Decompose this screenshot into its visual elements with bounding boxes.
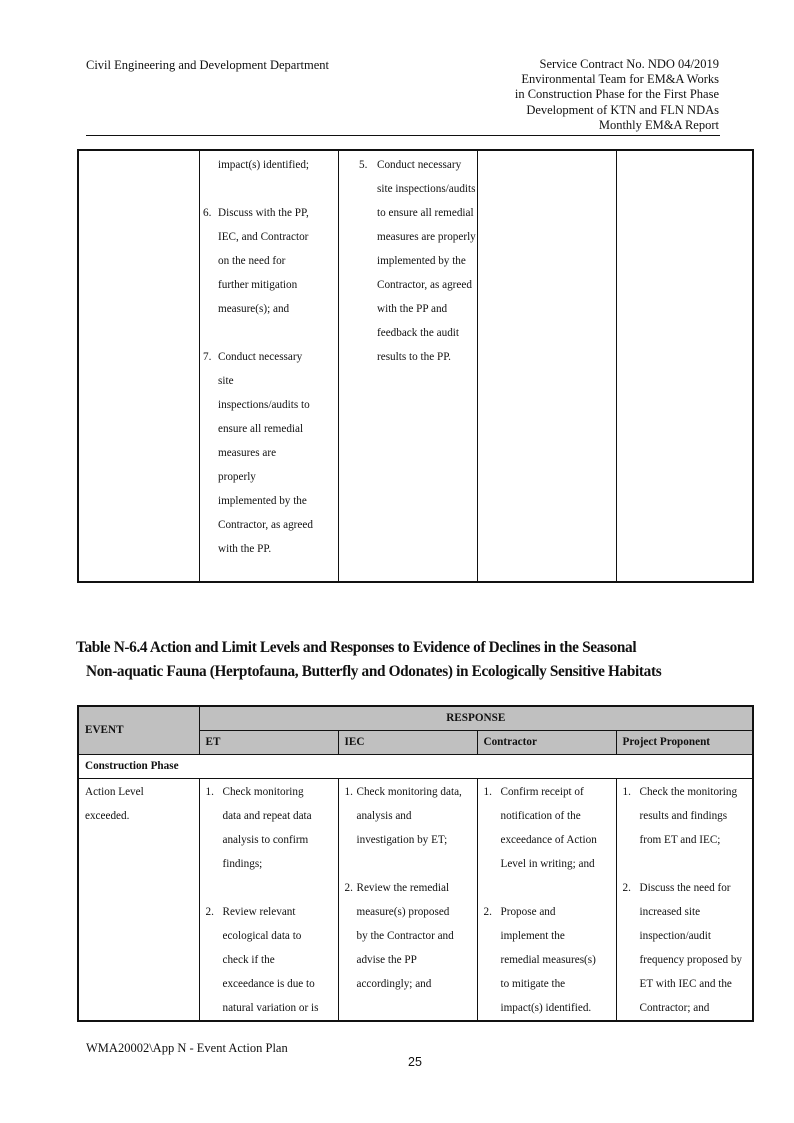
- phase-label: Construction Phase: [78, 754, 753, 778]
- header-divider: [86, 135, 720, 136]
- text-line: impact(s) identified.: [500, 1001, 592, 1014]
- et-cell: [199, 778, 338, 1021]
- list-item: [359, 153, 477, 369]
- item-spacer: [484, 876, 616, 900]
- text-line: to mitigate the: [500, 977, 566, 990]
- text-line: analysis to confirm: [222, 833, 309, 846]
- text-line: ecological data to: [222, 929, 302, 942]
- text-line: with the PP and: [377, 303, 448, 315]
- text-line: Review the remedial: [356, 881, 450, 894]
- list-item-number: 2.: [483, 905, 492, 918]
- list-item: [203, 201, 338, 321]
- list-item-text: [218, 153, 309, 177]
- header-response: RESPONSE: [199, 706, 753, 730]
- item-spacer: [623, 852, 753, 876]
- continuation-contractor-cell: [478, 151, 617, 581]
- text-line: implemented by the: [218, 495, 307, 507]
- list-item-text: [377, 153, 476, 369]
- list-item: [484, 780, 616, 876]
- list-item: [345, 876, 477, 996]
- event-cell: [78, 778, 199, 1021]
- table-title-line2: Non-aquatic Fauna (Herptofauna, Butterfly and Odonates) in Ecologically Sensitive Habitats: [86, 663, 662, 680]
- list-item-number: 1.: [622, 785, 631, 798]
- text-line: inspection/audit: [639, 929, 711, 942]
- text-line: Discuss the need for: [639, 881, 731, 894]
- list-item: [203, 345, 338, 561]
- item-spacer: [203, 177, 338, 201]
- text-line: Check monitoring: [222, 785, 304, 798]
- text-line: check if the: [222, 953, 275, 966]
- continuation-et-cell: [200, 151, 339, 581]
- text-line: exceedance is due to: [222, 977, 315, 990]
- text-line: measures are: [218, 447, 277, 459]
- text-line: analysis and: [356, 809, 412, 822]
- header-contract-info: [515, 57, 719, 133]
- list-item-text: [223, 900, 319, 1020]
- text-line: implement the: [500, 929, 565, 942]
- header-line: Monthly EM&A Report: [598, 117, 719, 132]
- list-item-number: 2.: [344, 881, 353, 894]
- text-line: Conduct necessary: [218, 351, 303, 363]
- list-item-number: 2.: [622, 881, 631, 894]
- item-spacer: [206, 876, 338, 900]
- header-line: Development of KTN and FLN NDAs: [526, 102, 719, 117]
- text-line: natural variation or is: [222, 1001, 319, 1014]
- list-item: [623, 780, 753, 852]
- text-line: measure(s) proposed: [356, 905, 450, 918]
- text-line: feedback the audit: [377, 327, 459, 339]
- list-item-text: [218, 345, 313, 561]
- text-line: accordingly; and: [356, 977, 432, 990]
- event-action-table: [77, 705, 754, 1022]
- event-text: exceeded.: [85, 809, 130, 822]
- list-item-number: 5.: [359, 159, 368, 171]
- text-line: data and repeat data: [222, 809, 312, 822]
- text-line: Contractor; and: [639, 1001, 710, 1014]
- table-title: [76, 636, 776, 684]
- list-item-text: [357, 780, 462, 852]
- list-item-text: [640, 876, 743, 1020]
- text-line: implemented by the: [377, 255, 466, 267]
- contractor-cell: [477, 778, 616, 1021]
- text-line: from ET and IEC;: [639, 833, 721, 846]
- text-line: IEC, and Contractor: [218, 231, 309, 243]
- text-line: Review relevant: [222, 905, 296, 918]
- list-item: [484, 900, 616, 1020]
- table-title-line1: Table N-6.4 Action and Limit Levels and Responses to Evidence of Declines in the Seasonal: [76, 639, 637, 656]
- list-item: [345, 780, 477, 852]
- list-item: [206, 900, 338, 1020]
- continuation-iec-cell: [339, 151, 478, 581]
- list-item-text: [218, 201, 309, 321]
- text-line: inspections/audits to: [218, 399, 310, 411]
- list-item: [623, 876, 753, 1020]
- page-number: 25: [408, 1055, 422, 1069]
- header-line: in Construction Phase for the First Phase: [514, 87, 719, 102]
- header-department: Civil Engineering and Development Department: [86, 58, 329, 72]
- text-line: site: [218, 375, 234, 387]
- phase-row: [78, 754, 753, 778]
- header-row: [78, 706, 753, 730]
- text-line: frequency proposed by: [639, 953, 743, 966]
- text-line: investigation by ET;: [356, 833, 448, 846]
- item-spacer: [345, 852, 477, 876]
- list-item: [206, 780, 338, 876]
- text-line: remedial measures(s): [500, 953, 596, 966]
- header-line: Environmental Team for EM&A Works: [521, 72, 719, 87]
- text-line: to ensure all remedial: [377, 207, 474, 219]
- text-line: findings;: [222, 857, 263, 870]
- continuation-event-cell: [79, 151, 200, 581]
- text-line: with the PP.: [218, 543, 272, 555]
- project-proponent-cell: [616, 778, 753, 1021]
- list-item-text: [357, 876, 454, 996]
- text-line: Contractor, as agreed: [218, 519, 313, 531]
- header-et: ET: [199, 730, 338, 754]
- text-line: Contractor, as agreed: [377, 279, 472, 291]
- event-text: Action Level: [85, 785, 144, 798]
- text-line: further mitigation: [218, 279, 298, 291]
- header-event: EVENT: [78, 706, 199, 754]
- text-line: increased site: [639, 905, 701, 918]
- text-line: exceedance of Action: [500, 833, 597, 846]
- header-line: Service Contract No. NDO 04/2019: [539, 57, 719, 71]
- text-line: Discuss with the PP,: [218, 207, 309, 219]
- text-line: measure(s); and: [218, 303, 290, 315]
- text-line: Propose and: [500, 905, 556, 918]
- list-item-number: [203, 153, 218, 177]
- text-line: results and findings: [639, 809, 728, 822]
- text-line: site inspections/audits: [377, 183, 476, 195]
- list-item-number: 7.: [203, 351, 212, 363]
- text-line: ET with IEC and the: [639, 977, 732, 990]
- text-line: on the need for: [218, 255, 286, 267]
- list-item-text: [501, 900, 596, 1020]
- header-project-proponent: Project Proponent: [616, 730, 753, 754]
- text-line: Level in writing; and: [500, 857, 595, 870]
- header-contractor: Contractor: [477, 730, 616, 754]
- iec-cell: [338, 778, 477, 1021]
- text-line: impact(s) identified;: [218, 159, 310, 171]
- text-line: Conduct necessary: [377, 159, 462, 171]
- item-spacer: [203, 321, 338, 345]
- table-row: [78, 778, 753, 1021]
- text-line: measures are properly: [377, 231, 476, 243]
- list-item-number: 1.: [344, 785, 353, 798]
- text-line: Check monitoring data,: [356, 785, 462, 798]
- continuation-table: [77, 149, 754, 583]
- text-line: properly: [218, 471, 256, 483]
- text-line: advise the PP: [356, 953, 417, 966]
- list-item: [203, 153, 338, 177]
- list-item-number: 6.: [203, 207, 212, 219]
- list-item-number: 1.: [205, 785, 214, 798]
- header-iec: IEC: [338, 730, 477, 754]
- text-line: Check the monitoring: [639, 785, 738, 798]
- list-item-text: [501, 780, 597, 876]
- list-item-number: 2.: [205, 905, 214, 918]
- text-line: results to the PP.: [377, 351, 451, 363]
- continuation-pp-cell: [617, 151, 752, 581]
- text-line: ensure all remedial: [218, 423, 304, 435]
- footer-doc-ref: WMA20002\App N - Event Action Plan: [86, 1041, 288, 1055]
- text-line: Confirm receipt of: [500, 785, 584, 798]
- text-line: notification of the: [500, 809, 581, 822]
- list-item-text: [640, 780, 738, 852]
- text-line: by the Contractor and: [356, 929, 454, 942]
- list-item-text: [223, 780, 312, 876]
- list-item-number: 1.: [483, 785, 492, 798]
